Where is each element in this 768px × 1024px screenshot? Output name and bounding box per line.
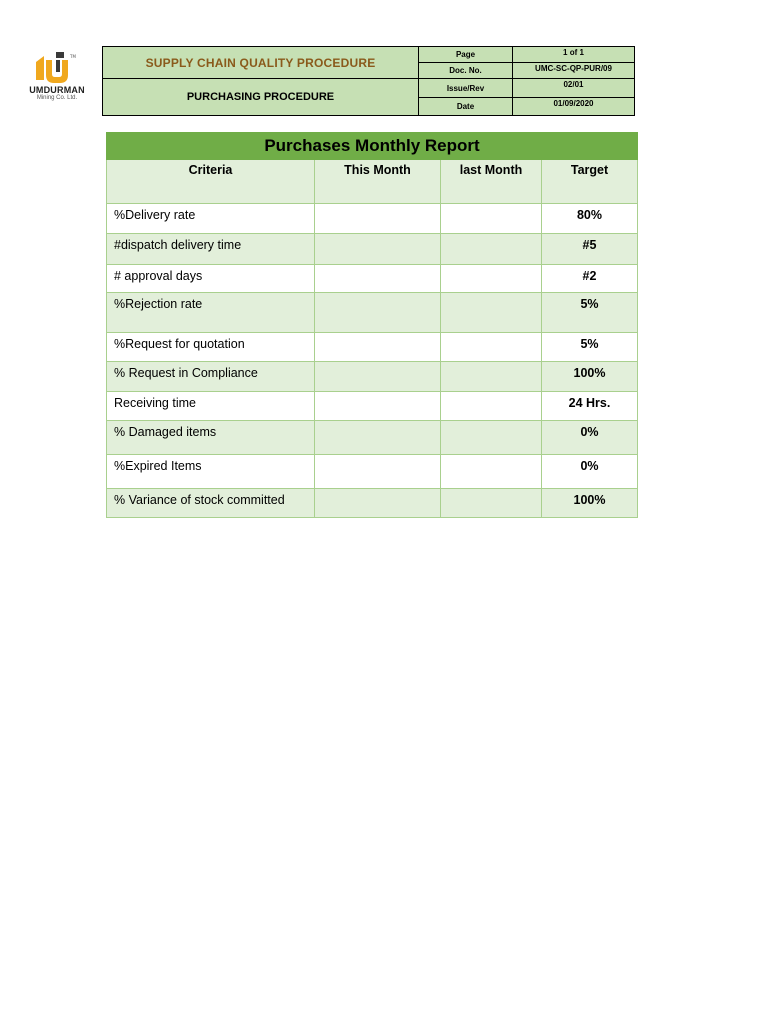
- header-field-value: 02/01: [513, 79, 635, 97]
- this-month-cell[interactable]: [315, 204, 441, 234]
- table-row: [107, 204, 638, 234]
- criteria-cell: % Damaged items: [107, 421, 315, 455]
- this-month-cell[interactable]: [315, 362, 441, 392]
- header-field-value: UMC-SC-QP-PUR/09: [513, 63, 635, 79]
- column-header: last Month: [441, 160, 542, 204]
- criteria-cell: %Rejection rate: [107, 293, 315, 333]
- this-month-cell[interactable]: [315, 421, 441, 455]
- this-month-cell[interactable]: [315, 455, 441, 489]
- table-row: [107, 265, 638, 293]
- logo-mark-icon: [34, 50, 80, 84]
- criteria-cell: Receiving time: [107, 392, 315, 421]
- purchases-report-table: [106, 132, 638, 518]
- procedure-category-title: SUPPLY CHAIN QUALITY PROCEDURE: [103, 47, 419, 79]
- target-cell: 5%: [542, 293, 638, 333]
- this-month-cell[interactable]: [315, 392, 441, 421]
- criteria-cell: % Variance of stock committed: [107, 489, 315, 518]
- header-field-value: 1 of 1: [513, 47, 635, 63]
- criteria-cell: %Expired Items: [107, 455, 315, 489]
- criteria-cell: % Request in Compliance: [107, 362, 315, 392]
- last-month-cell[interactable]: [441, 421, 542, 455]
- target-cell: 5%: [542, 333, 638, 362]
- this-month-cell[interactable]: [315, 293, 441, 333]
- last-month-cell[interactable]: [441, 362, 542, 392]
- table-row: [107, 392, 638, 421]
- this-month-cell[interactable]: [315, 489, 441, 518]
- report-title: Purchases Monthly Report: [107, 133, 638, 160]
- last-month-cell[interactable]: [441, 455, 542, 489]
- criteria-cell: #dispatch delivery time: [107, 234, 315, 265]
- last-month-cell[interactable]: [441, 392, 542, 421]
- last-month-cell[interactable]: [441, 265, 542, 293]
- header-field-value: 01/09/2020: [513, 97, 635, 115]
- table-row: [107, 489, 638, 518]
- criteria-cell: %Delivery rate: [107, 204, 315, 234]
- header-field-label: Date: [419, 97, 513, 115]
- last-month-cell[interactable]: [441, 204, 542, 234]
- table-row: [107, 293, 638, 333]
- last-month-cell[interactable]: [441, 234, 542, 265]
- target-cell: 100%: [542, 362, 638, 392]
- header-field-label: Issue/Rev: [419, 79, 513, 97]
- table-row: [107, 362, 638, 392]
- this-month-cell[interactable]: [315, 333, 441, 362]
- target-cell: 100%: [542, 489, 638, 518]
- table-row: [107, 455, 638, 489]
- logo-company-name: UMDURMAN: [29, 85, 85, 95]
- this-month-cell[interactable]: [315, 265, 441, 293]
- target-cell: 80%: [542, 204, 638, 234]
- column-header: Criteria: [107, 160, 315, 204]
- last-month-cell[interactable]: [441, 489, 542, 518]
- table-row: [107, 421, 638, 455]
- table-row: [107, 234, 638, 265]
- document-header: [102, 46, 635, 116]
- column-header-row: [107, 160, 638, 204]
- last-month-cell[interactable]: [441, 333, 542, 362]
- company-logo: [22, 50, 92, 106]
- column-header: This Month: [315, 160, 441, 204]
- svg-text:TM: TM: [70, 54, 76, 59]
- target-cell: #2: [542, 265, 638, 293]
- target-cell: #5: [542, 234, 638, 265]
- target-cell: 0%: [542, 455, 638, 489]
- target-cell: 24 Hrs.: [542, 392, 638, 421]
- header-field-label: Doc. No.: [419, 63, 513, 79]
- last-month-cell[interactable]: [441, 293, 542, 333]
- column-header: Target: [542, 160, 638, 204]
- target-cell: 0%: [542, 421, 638, 455]
- table-row: [107, 333, 638, 362]
- procedure-name: PURCHASING PROCEDURE: [103, 79, 419, 116]
- criteria-cell: # approval days: [107, 265, 315, 293]
- criteria-cell: %Request for quotation: [107, 333, 315, 362]
- logo-company-subtitle: Mining Co. Ltd.: [36, 95, 78, 101]
- header-field-label: Page: [419, 47, 513, 63]
- this-month-cell[interactable]: [315, 234, 441, 265]
